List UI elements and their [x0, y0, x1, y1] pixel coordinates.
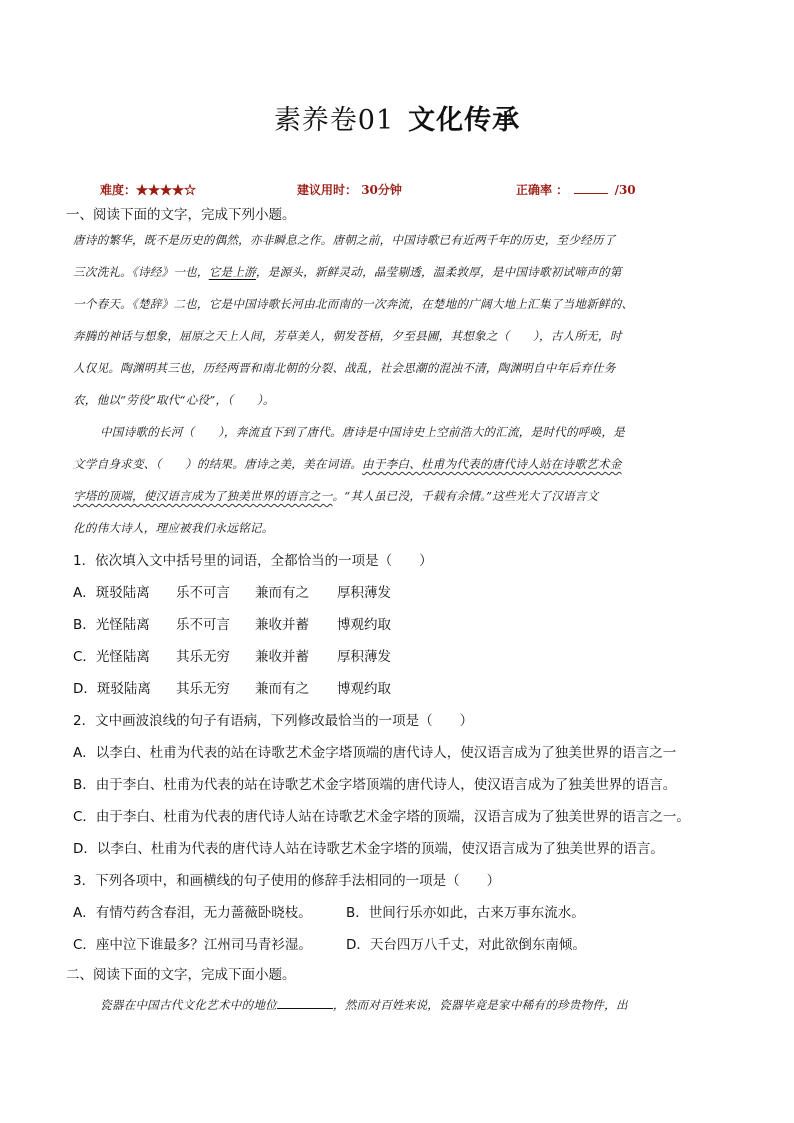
section2-heading: 二、阅读下面的文字，完成下面小题。 [66, 967, 296, 983]
q3-option-d[interactable]: D．天台四万八千丈，对此欲倒东南倾。 [346, 937, 586, 953]
passage-line: 农，他以“劳役”取代“心役”，（ ）。 [73, 393, 275, 407]
passage-line: 奔腾的神话与想象，屈原之天上人间，芳草美人，朝发苍梧，夕至县圃，其想象之（ ），古人所无，时 [73, 329, 622, 343]
passage-line: 一个春天。《楚辞》二也，它是中国诗歌长河由北而南的一次奔流，在楚地的广阔大地上汇集了当地新鲜的、 [73, 297, 634, 311]
wavy-sentence: 字塔的顶端，使汉语言成为了独美世界的语言之一 [73, 489, 333, 503]
difficulty: 难度：★★★★☆ [100, 183, 197, 197]
q1-option-term: 其乐无穷 [176, 649, 230, 665]
accuracy: 正确率 ： /30 [516, 183, 636, 197]
passage-line: 瓷器在中国古代文化艺术中的地位 ，然而对百姓来说，瓷器毕竟是家中稀有的珍贵物件，出 [100, 998, 628, 1012]
q1-option-term: 乐不可言 [176, 585, 230, 601]
question-1-stem: 1．依次填入文中括号里的词语，全都恰当的一项是（ ） [73, 553, 433, 569]
q2-option-a[interactable]: A．以李白、杜甫为代表的站在诗歌艺术金字塔顶端的唐代诗人，使汉语言成为了独美世界的语言之一 [73, 745, 677, 761]
passage-line: 人仅见。陶渊明其三也，历经两晋和南北朝的分裂、战乱，社会思潮的混浊不清，陶渊明自中年后弃仕务 [73, 361, 616, 375]
q1-option-term: 博观约取 [337, 681, 391, 697]
title-code: 素养卷01 [273, 105, 395, 136]
q1-option-term: 厚积薄发 [337, 649, 391, 665]
q2-option-b[interactable]: B．由于李白、杜甫为代表的站在诗歌艺术金字塔顶端的唐代诗人，使汉语言成为了独美世界的语言。 [73, 777, 677, 793]
section1-heading: 一、阅读下面的文字，完成下列小题。 [66, 207, 296, 223]
q1-option-term: 乐不可言 [176, 617, 230, 633]
wavy-sentence: 由于李白、杜甫为代表的唐代诗人站在诗歌艺术金 [362, 457, 622, 471]
q3-option-a[interactable]: A．有情芍药含春泪，无力蔷薇卧晓枝。 [73, 905, 312, 921]
q1-option-term: 兼收并蓄 [255, 649, 309, 665]
q1-option-term: 兼而有之 [255, 585, 309, 601]
q1-option-term: B．光怪陆离 [73, 617, 150, 633]
difficulty-stars: ★★★★☆ [136, 183, 197, 197]
accuracy-blank [574, 182, 608, 194]
q3-option-b[interactable]: B．世间行乐亦如此，古来万事东流水。 [346, 905, 585, 921]
q1-option-term: D．斑驳陆离 [73, 681, 151, 697]
fill-blank [277, 996, 333, 1009]
underlined-sentence: 它是上游 [208, 265, 256, 279]
passage-line: 文学自身求变、（ ）的结果。唐诗之美，美在词语。由于李白、杜甫为代表的唐代诗人站在诗歌艺术金 [73, 457, 622, 471]
q2-option-c[interactable]: C．由于李白、杜甫为代表的唐代诗人站在诗歌艺术金字塔的顶端，汉语言成为了独美世界的语言之一。 [73, 809, 690, 825]
question-2-stem: 2．文中画波浪线的句子有语病，下列修改最恰当的一项是（ ） [73, 713, 474, 729]
passage-line: 化的伟大诗人，理应被我们永远铭记。 [73, 521, 274, 535]
q1-option-term: 厚积薄发 [337, 585, 391, 601]
q1-option-term: 兼收并蓄 [255, 617, 309, 633]
passage-line: 三次洗礼。《诗经》一也，它是上游，是源头，新鲜灵动，晶莹剔透，温柔敦厚，是中国诗歌初试啼声的第 [73, 265, 622, 279]
q1-option-term: 博观约取 [337, 617, 391, 633]
passage-line: 唐诗的繁华，既不是历史的偶然，亦非瞬息之作。唐朝之前，中国诗歌已有近两千年的历史，至少经历了 [73, 233, 616, 247]
q1-option-term: 其乐无穷 [176, 681, 230, 697]
title-theme: 文化传承 [408, 105, 521, 136]
suggested-time: 建议用时： 30分钟 [297, 183, 402, 197]
q1-option-term: A．斑驳陆离 [73, 585, 150, 601]
passage-line: 中国诗歌的长河（ ），奔流直下到了唐代。唐诗是中国诗史上空前浩大的汇流，是时代的呼唤，是 [100, 425, 625, 439]
q2-option-d[interactable]: D．以李白、杜甫为代表的唐代诗人站在诗歌艺术金字塔的顶端，使汉语言成为了独美世界的语言。 [73, 841, 664, 857]
passage-line: 字塔的顶端，使汉语言成为了独美世界的语言之一。“其人虽已没，千载有余情。”这些光大了汉语言文 [73, 489, 599, 503]
question-3-stem: 3．下列各项中，和画横线的句子使用的修辞手法相同的一项是（ ） [73, 873, 501, 889]
q1-option-term: C．光怪陆离 [73, 649, 150, 665]
q3-option-c[interactable]: C．座中泣下谁最多？江州司马青衫湿。 [73, 937, 312, 953]
exam-meta [100, 181, 720, 201]
q1-option-term: 兼而有之 [255, 681, 309, 697]
page-title [0, 98, 794, 137]
